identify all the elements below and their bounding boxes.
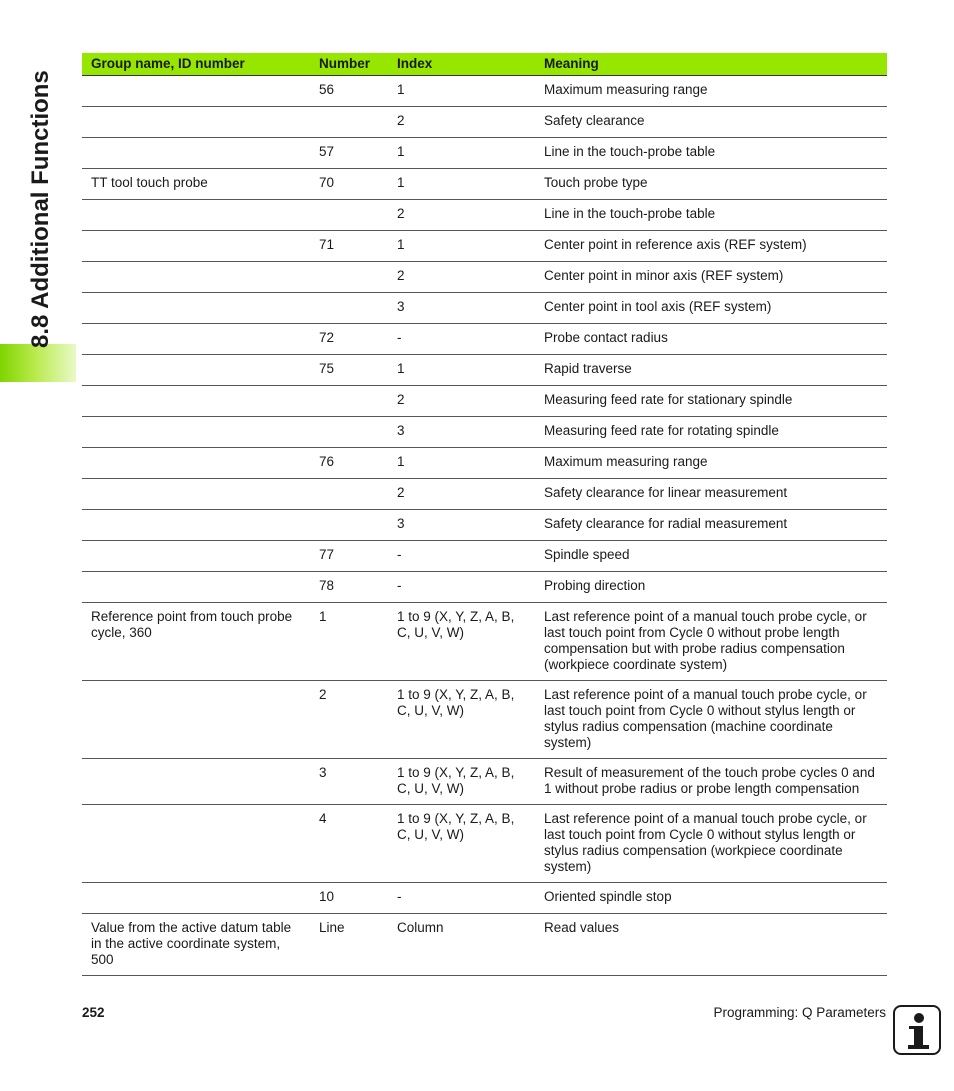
cell-group-name: Reference point from touch probe cycle, 360	[82, 603, 310, 681]
cell-group-name: Value from the active datum table in the active coordinate system, 500	[82, 914, 310, 976]
table-row	[82, 169, 887, 200]
cell-number	[310, 107, 388, 138]
cell-number: 78	[310, 572, 388, 603]
cell-group-name	[82, 681, 310, 759]
cell-index: -	[388, 324, 535, 355]
table-row	[82, 883, 887, 914]
cell-group-name	[82, 510, 310, 541]
cell-group-name	[82, 138, 310, 169]
cell-index: 1	[388, 231, 535, 262]
cell-index: 1 to 9 (X, Y, Z, A, B, C, U, V, W)	[388, 603, 535, 681]
cell-meaning: Last reference point of a manual touch probe cycle, or last touch point from Cycle 0 without stylus length or stylus radius compensation (machine coordinate system)	[535, 681, 887, 759]
cell-meaning: Touch probe type	[535, 169, 887, 200]
table-row	[82, 231, 887, 262]
cell-index: 1 to 9 (X, Y, Z, A, B, C, U, V, W)	[388, 759, 535, 805]
cell-number: 3	[310, 759, 388, 805]
cell-index: -	[388, 572, 535, 603]
cell-group-name	[82, 448, 310, 479]
cell-index: 2	[388, 200, 535, 231]
table-row	[82, 448, 887, 479]
cell-index: 1	[388, 169, 535, 200]
cell-meaning: Probe contact radius	[535, 324, 887, 355]
table-header-row	[82, 53, 887, 76]
cell-number: 57	[310, 138, 388, 169]
cell-meaning: Line in the touch-probe table	[535, 200, 887, 231]
cell-group-name	[82, 293, 310, 324]
table-row	[82, 107, 887, 138]
cell-number: 10	[310, 883, 388, 914]
section-title: 8.8 Additional Functions	[27, 70, 54, 348]
cell-meaning: Rapid traverse	[535, 355, 887, 386]
table-row	[82, 541, 887, 572]
cell-number: 1	[310, 603, 388, 681]
table-row	[82, 417, 887, 448]
cell-index: 2	[388, 262, 535, 293]
cell-group-name	[82, 107, 310, 138]
cell-number	[310, 510, 388, 541]
cell-index: 3	[388, 510, 535, 541]
cell-index: 2	[388, 479, 535, 510]
cell-group-name	[82, 76, 310, 107]
cell-index: -	[388, 541, 535, 572]
table-body	[82, 76, 887, 976]
table-row	[82, 914, 887, 976]
cell-index: 1	[388, 355, 535, 386]
table-row	[82, 681, 887, 759]
cell-meaning: Probing direction	[535, 572, 887, 603]
cell-number: 70	[310, 169, 388, 200]
cell-number: 71	[310, 231, 388, 262]
parameter-table	[82, 53, 887, 976]
cell-meaning: Result of measurement of the touch probe cycles 0 and 1 without probe radius or probe length compensation	[535, 759, 887, 805]
cell-index: 1	[388, 138, 535, 169]
cell-meaning: Maximum measuring range	[535, 76, 887, 107]
header-group-name: Group name, ID number	[82, 53, 310, 76]
cell-group-name	[82, 417, 310, 448]
header-number: Number	[310, 53, 388, 76]
cell-group-name	[82, 386, 310, 417]
cell-number: 77	[310, 541, 388, 572]
table-row	[82, 479, 887, 510]
cell-group-name	[82, 541, 310, 572]
cell-meaning: Center point in reference axis (REF system)	[535, 231, 887, 262]
cell-number	[310, 417, 388, 448]
chapter-title: Programming: Q Parameters	[713, 1005, 886, 1020]
cell-meaning: Last reference point of a manual touch probe cycle, or last touch point from Cycle 0 without stylus length or stylus radius compensation (workpiece coordinate system)	[535, 805, 887, 883]
table-row	[82, 510, 887, 541]
cell-meaning: Safety clearance	[535, 107, 887, 138]
cell-index: -	[388, 883, 535, 914]
table-row	[82, 759, 887, 805]
cell-number: 76	[310, 448, 388, 479]
cell-group-name	[82, 262, 310, 293]
cell-group-name	[82, 231, 310, 262]
cell-group-name	[82, 200, 310, 231]
table-row	[82, 603, 887, 681]
cell-meaning: Center point in tool axis (REF system)	[535, 293, 887, 324]
cell-meaning: Safety clearance for radial measurement	[535, 510, 887, 541]
cell-index: 2	[388, 386, 535, 417]
cell-group-name	[82, 479, 310, 510]
table-row	[82, 76, 887, 107]
cell-group-name	[82, 759, 310, 805]
cell-index: Column	[388, 914, 535, 976]
cell-index: 1	[388, 76, 535, 107]
cell-group-name: TT tool touch probe	[82, 169, 310, 200]
cell-group-name	[82, 805, 310, 883]
cell-group-name	[82, 883, 310, 914]
cell-number	[310, 386, 388, 417]
cell-group-name	[82, 324, 310, 355]
cell-group-name	[82, 572, 310, 603]
table-row	[82, 200, 887, 231]
cell-number: 75	[310, 355, 388, 386]
cell-number	[310, 262, 388, 293]
cell-meaning: Measuring feed rate for rotating spindle	[535, 417, 887, 448]
table-row	[82, 138, 887, 169]
cell-meaning: Spindle speed	[535, 541, 887, 572]
cell-number: 4	[310, 805, 388, 883]
page-number: 252	[82, 1005, 105, 1020]
cell-index: 1 to 9 (X, Y, Z, A, B, C, U, V, W)	[388, 681, 535, 759]
cell-meaning: Maximum measuring range	[535, 448, 887, 479]
cell-index: 3	[388, 293, 535, 324]
cell-meaning: Center point in minor axis (REF system)	[535, 262, 887, 293]
table-row	[82, 355, 887, 386]
cell-group-name	[82, 355, 310, 386]
info-icon	[893, 1005, 941, 1055]
header-index: Index	[388, 53, 535, 76]
cell-number	[310, 200, 388, 231]
cell-meaning: Oriented spindle stop	[535, 883, 887, 914]
table-row	[82, 805, 887, 883]
cell-number: 2	[310, 681, 388, 759]
table-row	[82, 572, 887, 603]
cell-number: 72	[310, 324, 388, 355]
cell-meaning: Line in the touch-probe table	[535, 138, 887, 169]
table-row	[82, 262, 887, 293]
cell-meaning: Safety clearance for linear measurement	[535, 479, 887, 510]
section-side-tab	[0, 344, 76, 382]
cell-number	[310, 293, 388, 324]
cell-number: 56	[310, 76, 388, 107]
cell-number: Line	[310, 914, 388, 976]
cell-number	[310, 479, 388, 510]
cell-index: 1 to 9 (X, Y, Z, A, B, C, U, V, W)	[388, 805, 535, 883]
cell-index: 2	[388, 107, 535, 138]
cell-meaning: Last reference point of a manual touch probe cycle, or last touch point from Cycle 0 without probe length compensation but with probe radius compensation (workpiece coordinate system)	[535, 603, 887, 681]
header-meaning: Meaning	[535, 53, 887, 76]
table-row	[82, 293, 887, 324]
table-row	[82, 324, 887, 355]
table-row	[82, 386, 887, 417]
cell-index: 1	[388, 448, 535, 479]
cell-meaning: Measuring feed rate for stationary spindle	[535, 386, 887, 417]
cell-index: 3	[388, 417, 535, 448]
cell-meaning: Read values	[535, 914, 887, 976]
